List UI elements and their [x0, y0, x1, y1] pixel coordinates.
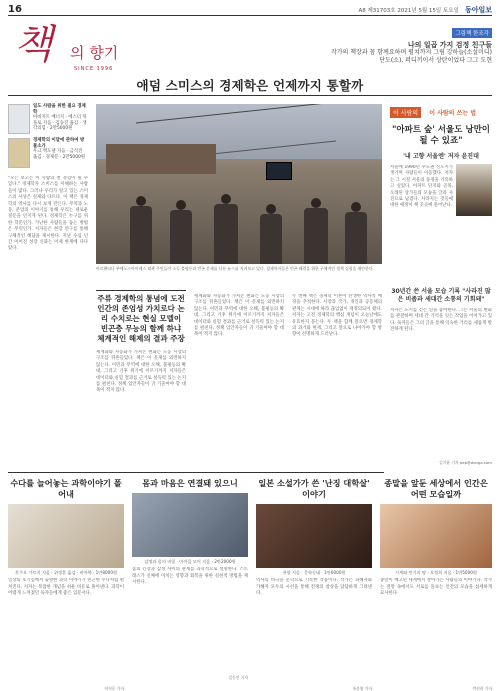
book-cover-image: [132, 493, 248, 557]
book-cover-image: [8, 138, 30, 168]
bottom-article-title: 일본 소설가가 쓴 '난징 대학살' 이야기: [258, 478, 370, 499]
logo-since: SINCE 1996: [74, 66, 114, 72]
bottom-book-info: 시계와 연기의 땅 · 오정희 지음 · 1만5000원: [395, 570, 477, 575]
bottom-book-info: 후쿠오 가토지 지음 · 위정훈 옮김 · 비아북 · 1만8000원: [14, 570, 118, 575]
sidebar-byline: 김기윤 기자 pep@donga.com: [439, 460, 492, 465]
book-cover-image: [8, 104, 30, 134]
main-headline: 애덤 스미스의 경제학은 언제까지 통할까: [136, 78, 364, 93]
sidebar-title: "아파트 숲' 서울도 낭만이 될 수 있죠": [391, 125, 491, 146]
bottom-article-title: 종말을 앞둔 세상에서 인간은 어떤 모습일까: [384, 478, 488, 499]
sidebar-body: 서울에 1990년 수도권 신도시가 생기며 사람들이 이동했다. 저자는 그 시절 서울의 풍경을 기록하고 싶었다. 아파트 단지와 골목, 오래된 상가들의 모습을 글과 사진으로 남겼다. 사라지는 것들에 대한 애정이 책 곳곳에 묻어난다.: [390, 165, 453, 209]
pullquote: 주류 경제학의 통념에 도전 인간의 존엄성 가치로다 논리 수치로는 현실 모델이 빈곤층 무능의 함께 하냐 체계적인 해제의 결과 주장: [97, 294, 185, 343]
photo-person: [221, 194, 231, 204]
photo-shelf: [106, 144, 216, 174]
page-header: [8, 4, 492, 16]
bottom-byline: 조종엽 기자: [352, 686, 372, 691]
section-logo: [14, 20, 124, 84]
sidebar-body-2: 저자는 도시를 걷는 일을 좋아한다. 그는 서울의 변화를 관찰하며 세대 간 기억을 잇는 작업을 이어가고 있다. 독자들은 그의 글을 통해 익숙한 거리를 새롭게 발견하게 된다.: [390, 308, 492, 333]
article-body-mid-b: 세계화와 자동화가 가져온 변화는 노동 시장의 구조를 뒤흔들었다. 책은 이 문제를 외면하지 않는다. 이민과 무역에 대한 오해, 불평등의 확대, 그리고 기후 위기에 이르기까지 저자들은 데이터와 실험 결과를 근거로 설득력 있는 논지를 펼친다. 정책 입안자들이 귀 기울여야 할 대목이 적지 않다.: [194, 294, 284, 338]
photo-person-body: [260, 214, 282, 264]
header-date: A8 제31703호 2021년 5월 15일 토요일: [358, 8, 459, 14]
book-info: 우크 맥도넬 지음 · 금석진 옮김 · 경제문 · 2만5000원: [33, 149, 86, 160]
logo-text: 의 향기: [70, 44, 119, 62]
photo-person-body: [214, 204, 238, 264]
bottom-article: [132, 478, 248, 688]
photo-person: [311, 198, 321, 208]
book-title: 경제학의 이달에 관하여 방물소가: [33, 138, 85, 149]
bottom-article-body: 종말이 예고된 세계에서 살아가는 사람들의 이야기다. 작가는 절망 속에서도 서로를 돌보는 인간의 모습을 섬세하게 묘사한다.: [380, 578, 492, 597]
book-cover-image: [256, 504, 372, 568]
photo-person-body: [304, 208, 328, 264]
bottom-byline: 김동인 기자: [228, 675, 248, 681]
author-photo: [456, 164, 492, 216]
bottom-article-body: 몸의 긴장과 감정 사이의 관계를 과학적으로 설명한다. 스트레스가 신체에 미치는 영향과 회복을 위한 실천적 방법을 제시한다.: [132, 567, 248, 586]
article-body-right: 두 번째 책은 경제학 이론이 탄생한 역사적 배경을 추적한다. 시장과 국가, 개인과 공동체의 관계는 시대에 따라 끊임없이 재정의되어 왔다. 저자는 고전 경제학의 핵심 개념이 오늘날에도 유효한지 묻는다. 두 책을 함께 읽으면 경제학의 과거와 현재, 그리고 앞으로 나아가야 할 방향이 선명하게 드러난다.: [292, 294, 382, 338]
photo-person: [351, 202, 361, 212]
bottom-article-title: 몸과 마음은 연결돼 있으니: [142, 478, 238, 488]
headline-divider: [8, 95, 492, 96]
photo-person: [136, 196, 146, 206]
bottom-book-info: 천양 지음 · 문학동네 · 1만6000원: [282, 570, 346, 575]
book-info: 아비지트 배너지 · 에스더 뒤플로 지음 · 김승진 옮김 · 생각의힘 · 2만5000원: [33, 115, 87, 131]
book-title: 일도 사람을 위한 필요 경제학: [33, 104, 86, 115]
photo-person: [176, 200, 186, 210]
photo-person-body: [345, 212, 367, 264]
sidebar-tag: 이 사람의: [390, 107, 421, 118]
bottom-article: [8, 478, 124, 691]
photo-caption: 아르헨티나 부에노스아이레스 외곽 주민들이 소득 불평등과 빈곤 문제를 다룬 뉴스를 지켜보고 있다. 경제학자들은 빈곤 해결을 위한 구체적인 정책 실험을 제안한다.: [96, 266, 374, 271]
sidebar-tag-2: 이 사람의 쓰는 법: [429, 110, 477, 117]
bottom-article-body: 일상의 호기심에서 출발한 과학 이야기가 친근한 수다처럼 펼쳐진다. 저자는 복잡한 개념을 쉬운 비유로 풀어낸다. 과학이 어렵게 느껴졌던 독자들에게 좋은 입문서다.: [8, 578, 124, 597]
bottom-divider: [8, 472, 384, 473]
book-cover-image: [380, 504, 492, 568]
bottom-byline: 이지운 기자: [104, 686, 124, 691]
article-body-left: "모든 보고는 이 사람의 첫 경험이 될 수 있다." 경제학자 스미스를 이해하는 사람들이 많다. 그러나 우리가 알고 있는 스미스의 사상은 실제와 다르다. 이 책은 경제학의 역사를 다시 보게 만든다. 무역과 노동, 분업의 이야기를 통해 우리는 새로운 질문을 던지게 된다. 경제학은 누구를 위한 학문인가. 가난한 사람들을 돕는 방법은 무엇인가. 저자들은 현장 연구를 통해 구체적인 해답을 제시한다. 지난 수십 년간 이어진 성장 신화는 이제 한계에 다다랐다.: [8, 176, 88, 252]
photo-person: [266, 204, 276, 214]
promo-box: [268, 20, 492, 72]
book-cover-image: [8, 504, 124, 568]
photo-person-body: [130, 206, 152, 264]
article-photo: [96, 104, 382, 264]
bottom-byline: 박선희 기자: [472, 686, 492, 691]
bottom-article-title: 수다를 늘어놓는 과학이야기 폴어내: [10, 478, 122, 499]
bottom-article-body: 역사의 비극을 문학으로 기록한 작품이다. 작가는 피해자와 가해자 모두의 시선을 통해 전쟁의 참상을 담담하게 그려낸다.: [256, 578, 372, 597]
pullquote-rule: [96, 290, 186, 291]
bottom-book-info: 감정과 몸의 비밀 · 마이클 모어 지음 · 2만2000원: [144, 559, 236, 564]
paper-name: 동아일보: [464, 6, 492, 14]
article-body-mid-a: 세계화와 자동화가 가져온 변화는 노동 시장의 구조를 뒤흔들었다. 책은 이 문제를 외면하지 않는다. 이민과 무역에 대한 오해, 불평등의 확대, 그리고 기후 위기에 이르기까지 저자들은 데이터와 실험 결과를 근거로 설득력 있는 논지를 펼친다. 정책 입안자들이 귀 기울여야 할 대목이 적지 않다.: [96, 350, 186, 394]
promo-line-1: 나의 일곱 가지 검정 친구들: [407, 41, 492, 49]
promo-line-2: 작가의 책장과 꼼 함께요하며 펼쳐까지 그림 강하늘(소설미디): [330, 49, 492, 56]
bottom-article: [256, 478, 372, 691]
photo-tv: [266, 162, 292, 180]
photo-person-body: [170, 210, 192, 264]
header-info: [358, 5, 492, 15]
promo-line-3: 단도(소), 퍼디끼이서 상탄이었다 그그 도현: [379, 57, 492, 64]
promo-tag: 그림책 한조각: [452, 28, 492, 38]
sidebar-subtitle: '내 고향 서울엔' 저자 윤진대: [403, 153, 479, 160]
book-card: [8, 138, 88, 168]
sidebar-subtitle-2: 30년간 쓴 서울 모습 기록 "사라진 많은 비좁과 세대간 소통의 기회돼": [391, 288, 491, 303]
page-number: 16: [8, 4, 22, 15]
logo-big-char: 책: [14, 22, 53, 68]
bottom-article: [380, 478, 492, 691]
book-card: [8, 104, 88, 134]
